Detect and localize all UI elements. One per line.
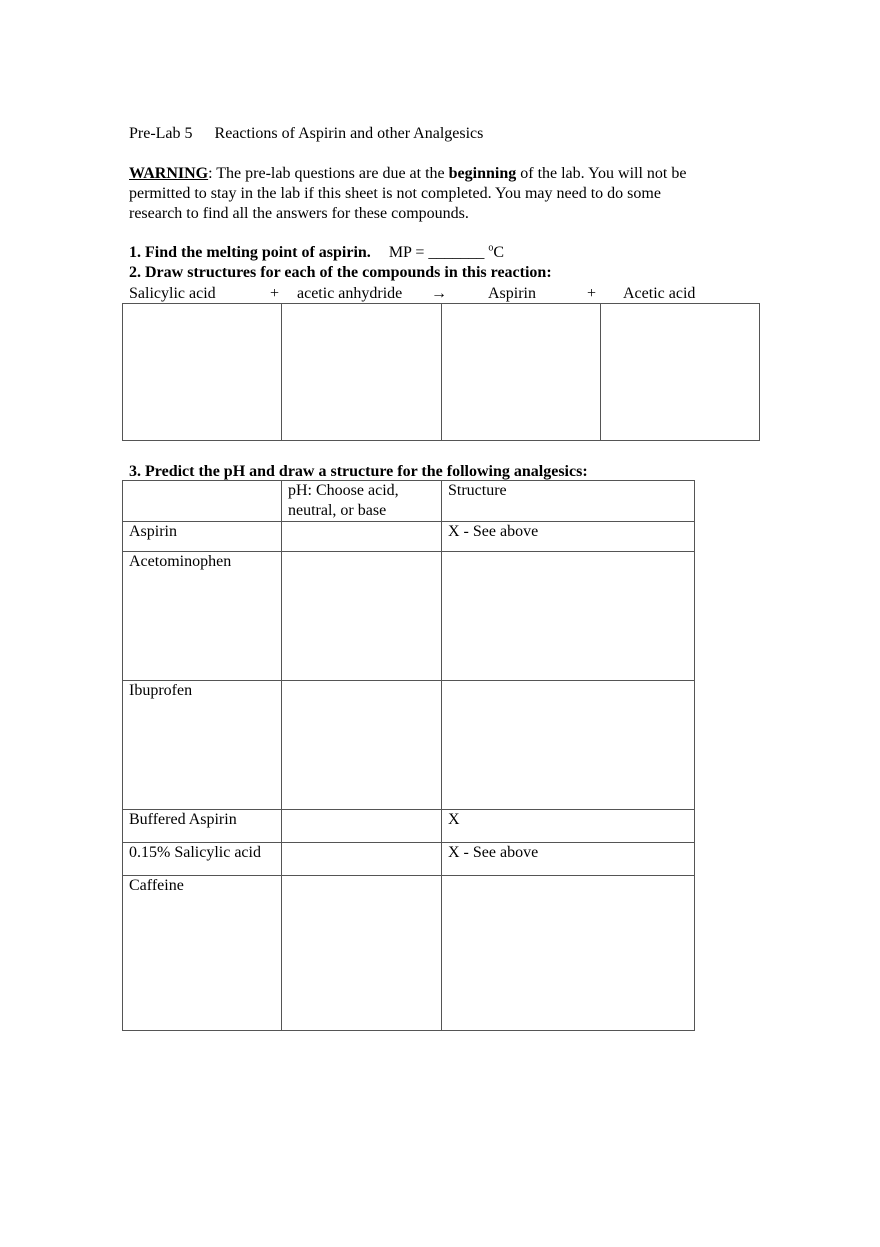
warning-label: WARNING	[129, 165, 209, 182]
structure-cell[interactable]	[442, 876, 695, 1031]
ph-answer-cell[interactable]	[282, 681, 442, 810]
q2-reactant-2: acetic anhydride	[297, 285, 403, 302]
header-cell-structure: Structure	[442, 481, 695, 522]
warning-part2: of the lab. You will not be	[516, 165, 687, 182]
header-cell-ph: pH: Choose acid, neutral, or base	[282, 481, 442, 522]
warning-emph: beginning	[448, 165, 517, 182]
ph-answer-cell[interactable]	[282, 810, 442, 843]
reaction-structure-table	[122, 303, 760, 441]
analgesics-table	[122, 480, 695, 1031]
table-row	[123, 522, 695, 552]
ph-answer-cell[interactable]	[282, 522, 442, 552]
q2-plus-2: +	[587, 285, 597, 302]
q2-product-1: Aspirin	[488, 285, 536, 302]
structure-cell: X	[442, 810, 695, 843]
structure-box-aspirin[interactable]	[441, 304, 600, 441]
table-row	[123, 876, 695, 1031]
page-title	[129, 124, 483, 144]
q2-plus-1: +	[270, 285, 280, 302]
q2-prompt: 2. Draw structures for each of the compounds in this reaction:	[129, 264, 552, 281]
structure-cell: X - See above	[442, 843, 695, 876]
q1-unit: C	[493, 244, 505, 261]
q3-prompt: 3. Predict the pH and draw a structure for the following analgesics:	[129, 463, 588, 480]
title-label: Pre-Lab 5	[129, 125, 193, 142]
structure-box-salicylic-acid[interactable]	[123, 304, 282, 441]
table-row	[123, 681, 695, 810]
table-row	[123, 552, 695, 681]
question-1	[129, 243, 504, 263]
warning-part1: : The pre-lab questions are due at the	[208, 165, 449, 182]
structure-box-acetic-anhydride[interactable]	[282, 304, 441, 441]
table-header-row	[123, 481, 695, 522]
q2-product-2: Acetic acid	[623, 285, 696, 302]
structure-cell: X - See above	[442, 522, 695, 552]
header-cell-name	[123, 481, 282, 522]
table-row	[123, 843, 695, 876]
structure-cell[interactable]	[442, 552, 695, 681]
ph-answer-cell[interactable]	[282, 876, 442, 1031]
table-row	[123, 810, 695, 843]
row-name: 0.15% Salicylic acid	[123, 843, 282, 876]
ph-answer-cell[interactable]	[282, 552, 442, 681]
ph-answer-cell[interactable]	[282, 843, 442, 876]
row-name: Caffeine	[123, 876, 282, 1031]
q1-mp-label: MP = _______	[388, 244, 489, 261]
structure-cell[interactable]	[442, 681, 695, 810]
q1-degree: o	[488, 242, 494, 254]
row-name: Aspirin	[123, 522, 282, 552]
row-name: Buffered Aspirin	[123, 810, 282, 843]
warning-line-1	[129, 164, 686, 184]
row-name: Ibuprofen	[123, 681, 282, 810]
structure-box-acetic-acid[interactable]	[600, 304, 759, 441]
title-text: Reactions of Aspirin and other Analgesics	[214, 125, 484, 142]
warning-line-3: research to find all the answers for these compounds.	[129, 205, 469, 222]
row-name: Acetominophen	[123, 552, 282, 681]
q1-prompt: 1. Find the melting point of aspirin.	[129, 244, 371, 261]
q2-arrow: →	[431, 285, 447, 302]
warning-line-2: permitted to stay in the lab if this sheet is not completed. You may need to do some	[129, 185, 661, 202]
q2-reactant-1: Salicylic acid	[129, 285, 216, 302]
